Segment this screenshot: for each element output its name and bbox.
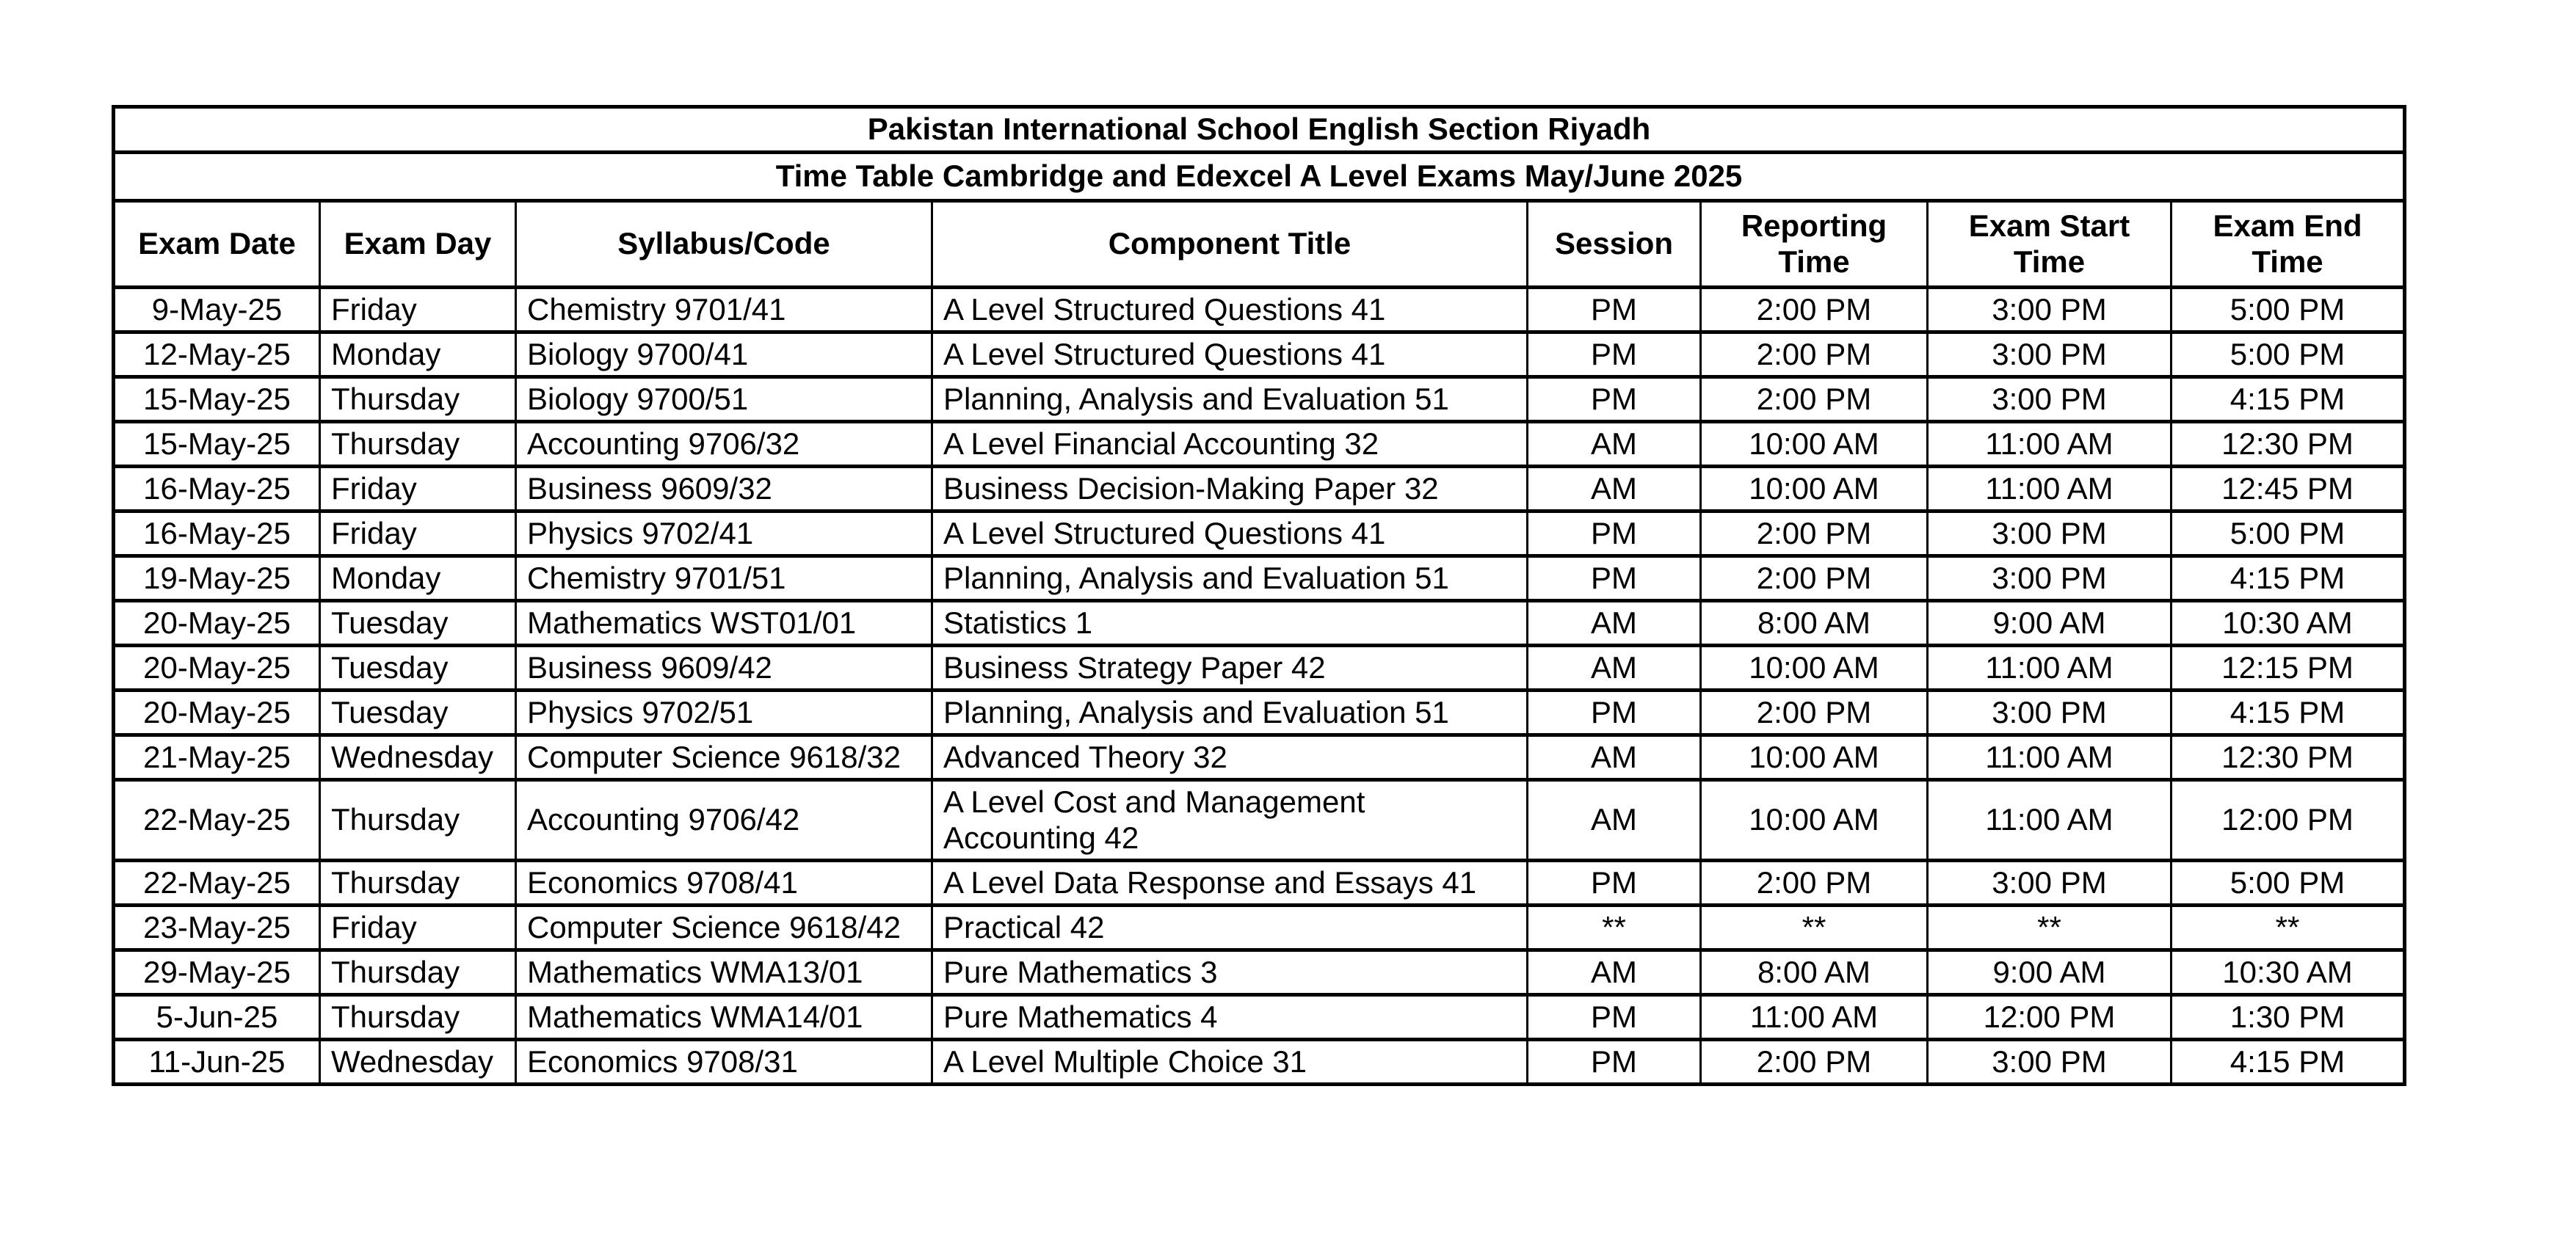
exam-end-time-cell: 10:30 AM xyxy=(2172,601,2405,646)
syllabus-code-cell: Biology 9700/41 xyxy=(516,332,932,377)
exam-start-time-cell: 3:00 PM xyxy=(1928,861,2172,906)
exam-end-time-cell: 4:15 PM xyxy=(2172,691,2405,735)
exam-end-time-cell: 4:15 PM xyxy=(2172,377,2405,422)
reporting-time-cell: 10:00 AM xyxy=(1701,467,1928,511)
exam-start-time-cell: 11:00 AM xyxy=(1928,780,2172,861)
exam-end-time-cell: 5:00 PM xyxy=(2172,332,2405,377)
component-title-cell: Business Strategy Paper 42 xyxy=(932,646,1528,691)
session-cell: PM xyxy=(1528,377,1701,422)
exam-start-time-cell: 3:00 PM xyxy=(1928,556,2172,601)
table-row xyxy=(114,861,2405,906)
exam-start-time-cell: ** xyxy=(1928,906,2172,950)
session-cell: ** xyxy=(1528,906,1701,950)
table-row xyxy=(114,1040,2405,1085)
syllabus-code-cell: Accounting 9706/32 xyxy=(516,422,932,467)
exam-date-cell: 12-May-25 xyxy=(114,332,320,377)
component-title-cell: A Level Cost and Management Accounting 42 xyxy=(932,780,1528,861)
exam-date-cell: 15-May-25 xyxy=(114,377,320,422)
reporting-time-cell: 11:00 AM xyxy=(1701,995,1928,1040)
exam-end-time-cell: ** xyxy=(2172,906,2405,950)
reporting-time-cell: ** xyxy=(1701,906,1928,950)
exam-day-cell: Tuesday xyxy=(320,646,516,691)
timetable-subtitle: Time Table Cambridge and Edexcel A Level Exams May/June 2025 xyxy=(114,153,2405,201)
exam-day-cell: Tuesday xyxy=(320,601,516,646)
syllabus-code-cell: Physics 9702/51 xyxy=(516,691,932,735)
exam-day-cell: Monday xyxy=(320,556,516,601)
reporting-time-cell: 10:00 AM xyxy=(1701,646,1928,691)
title-row xyxy=(114,107,2405,153)
exam-day-cell: Thursday xyxy=(320,377,516,422)
syllabus-code-cell: Economics 9708/41 xyxy=(516,861,932,906)
session-cell: PM xyxy=(1528,511,1701,556)
exam-day-cell: Tuesday xyxy=(320,691,516,735)
reporting-time-cell: 10:00 AM xyxy=(1701,422,1928,467)
reporting-time-cell: 2:00 PM xyxy=(1701,861,1928,906)
timetable-body xyxy=(114,288,2405,1085)
component-title-cell: Pure Mathematics 4 xyxy=(932,995,1528,1040)
exam-start-time-cell: 3:00 PM xyxy=(1928,332,2172,377)
table-row xyxy=(114,556,2405,601)
table-row xyxy=(114,288,2405,332)
exam-end-time-cell: 5:00 PM xyxy=(2172,511,2405,556)
exam-date-cell: 29-May-25 xyxy=(114,950,320,995)
session-cell: PM xyxy=(1528,1040,1701,1085)
exam-start-time-cell: 11:00 AM xyxy=(1928,422,2172,467)
component-title-cell: A Level Financial Accounting 32 xyxy=(932,422,1528,467)
table-row xyxy=(114,950,2405,995)
session-cell: PM xyxy=(1528,691,1701,735)
reporting-time-cell: 2:00 PM xyxy=(1701,511,1928,556)
exam-timetable-table xyxy=(112,105,2406,1086)
exam-date-cell: 16-May-25 xyxy=(114,511,320,556)
component-title-cell: A Level Structured Questions 41 xyxy=(932,332,1528,377)
session-cell: AM xyxy=(1528,646,1701,691)
session-cell: PM xyxy=(1528,861,1701,906)
table-row xyxy=(114,332,2405,377)
exam-date-cell: 22-May-25 xyxy=(114,861,320,906)
header-syllabus-code: Syllabus/Code xyxy=(516,201,932,288)
session-cell: AM xyxy=(1528,422,1701,467)
table-row xyxy=(114,511,2405,556)
component-title-cell: A Level Structured Questions 41 xyxy=(932,288,1528,332)
exam-start-time-cell: 3:00 PM xyxy=(1928,1040,2172,1085)
reporting-time-cell: 2:00 PM xyxy=(1701,377,1928,422)
exam-day-cell: Friday xyxy=(320,511,516,556)
exam-day-cell: Thursday xyxy=(320,780,516,861)
header-exam-date: Exam Date xyxy=(114,201,320,288)
subtitle-row xyxy=(114,153,2405,201)
exam-start-time-cell: 12:00 PM xyxy=(1928,995,2172,1040)
table-row xyxy=(114,467,2405,511)
reporting-time-cell: 10:00 AM xyxy=(1701,780,1928,861)
session-cell: AM xyxy=(1528,780,1701,861)
exam-end-time-cell: 12:30 PM xyxy=(2172,422,2405,467)
syllabus-code-cell: Economics 9708/31 xyxy=(516,1040,932,1085)
school-title: Pakistan International School English Section Riyadh xyxy=(114,107,2405,153)
reporting-time-cell: 8:00 AM xyxy=(1701,601,1928,646)
table-row xyxy=(114,601,2405,646)
exam-end-time-cell: 4:15 PM xyxy=(2172,556,2405,601)
exam-day-cell: Thursday xyxy=(320,861,516,906)
exam-date-cell: 20-May-25 xyxy=(114,601,320,646)
session-cell: PM xyxy=(1528,995,1701,1040)
exam-day-cell: Wednesday xyxy=(320,1040,516,1085)
exam-day-cell: Friday xyxy=(320,288,516,332)
session-cell: PM xyxy=(1528,332,1701,377)
table-row xyxy=(114,691,2405,735)
session-cell: AM xyxy=(1528,950,1701,995)
component-title-cell: Business Decision-Making Paper 32 xyxy=(932,467,1528,511)
syllabus-code-cell: Computer Science 9618/32 xyxy=(516,735,932,780)
exam-date-cell: 21-May-25 xyxy=(114,735,320,780)
component-title-cell: Planning, Analysis and Evaluation 51 xyxy=(932,556,1528,601)
syllabus-code-cell: Biology 9700/51 xyxy=(516,377,932,422)
exam-end-time-cell: 12:00 PM xyxy=(2172,780,2405,861)
session-cell: PM xyxy=(1528,556,1701,601)
component-title-cell: A Level Structured Questions 41 xyxy=(932,511,1528,556)
exam-end-time-cell: 4:15 PM xyxy=(2172,1040,2405,1085)
exam-end-time-cell: 12:45 PM xyxy=(2172,467,2405,511)
component-title-cell: A Level Data Response and Essays 41 xyxy=(932,861,1528,906)
session-cell: AM xyxy=(1528,467,1701,511)
header-component-title: Component Title xyxy=(932,201,1528,288)
syllabus-code-cell: Mathematics WMA14/01 xyxy=(516,995,932,1040)
exam-start-time-cell: 3:00 PM xyxy=(1928,377,2172,422)
column-header-row xyxy=(114,201,2405,288)
exam-date-cell: 20-May-25 xyxy=(114,646,320,691)
component-title-cell: A Level Multiple Choice 31 xyxy=(932,1040,1528,1085)
exam-date-cell: 23-May-25 xyxy=(114,906,320,950)
exam-day-cell: Thursday xyxy=(320,422,516,467)
table-row xyxy=(114,735,2405,780)
exam-date-cell: 9-May-25 xyxy=(114,288,320,332)
reporting-time-cell: 2:00 PM xyxy=(1701,1040,1928,1085)
exam-start-time-cell: 11:00 AM xyxy=(1928,467,2172,511)
exam-day-cell: Friday xyxy=(320,906,516,950)
table-row xyxy=(114,646,2405,691)
component-title-cell: Statistics 1 xyxy=(932,601,1528,646)
exam-start-time-cell: 9:00 AM xyxy=(1928,601,2172,646)
exam-start-time-cell: 11:00 AM xyxy=(1928,735,2172,780)
syllabus-code-cell: Chemistry 9701/51 xyxy=(516,556,932,601)
exam-date-cell: 19-May-25 xyxy=(114,556,320,601)
syllabus-code-cell: Business 9609/42 xyxy=(516,646,932,691)
exam-day-cell: Monday xyxy=(320,332,516,377)
exam-date-cell: 22-May-25 xyxy=(114,780,320,861)
exam-date-cell: 5-Jun-25 xyxy=(114,995,320,1040)
syllabus-code-cell: Business 9609/32 xyxy=(516,467,932,511)
exam-date-cell: 15-May-25 xyxy=(114,422,320,467)
table-row xyxy=(114,995,2405,1040)
header-exam-end-time: Exam End Time xyxy=(2172,201,2405,288)
syllabus-code-cell: Physics 9702/41 xyxy=(516,511,932,556)
syllabus-code-cell: Chemistry 9701/41 xyxy=(516,288,932,332)
exam-day-cell: Wednesday xyxy=(320,735,516,780)
reporting-time-cell: 2:00 PM xyxy=(1701,556,1928,601)
reporting-time-cell: 2:00 PM xyxy=(1701,691,1928,735)
component-title-cell: Advanced Theory 32 xyxy=(932,735,1528,780)
table-row xyxy=(114,906,2405,950)
reporting-time-cell: 2:00 PM xyxy=(1701,332,1928,377)
header-exam-day: Exam Day xyxy=(320,201,516,288)
reporting-time-cell: 10:00 AM xyxy=(1701,735,1928,780)
exam-start-time-cell: 11:00 AM xyxy=(1928,646,2172,691)
reporting-time-cell: 2:00 PM xyxy=(1701,288,1928,332)
exam-date-cell: 11-Jun-25 xyxy=(114,1040,320,1085)
exam-day-cell: Friday xyxy=(320,467,516,511)
exam-start-time-cell: 3:00 PM xyxy=(1928,288,2172,332)
exam-date-cell: 16-May-25 xyxy=(114,467,320,511)
table-row xyxy=(114,422,2405,467)
session-cell: AM xyxy=(1528,735,1701,780)
header-exam-start-time: Exam Start Time xyxy=(1928,201,2172,288)
reporting-time-cell: 8:00 AM xyxy=(1701,950,1928,995)
component-title-cell: Planning, Analysis and Evaluation 51 xyxy=(932,691,1528,735)
syllabus-code-cell: Accounting 9706/42 xyxy=(516,780,932,861)
table-row xyxy=(114,377,2405,422)
component-title-cell: Planning, Analysis and Evaluation 51 xyxy=(932,377,1528,422)
syllabus-code-cell: Mathematics WST01/01 xyxy=(516,601,932,646)
exam-end-time-cell: 10:30 AM xyxy=(2172,950,2405,995)
component-title-cell: Practical 42 xyxy=(932,906,1528,950)
component-title-cell: Pure Mathematics 3 xyxy=(932,950,1528,995)
exam-start-time-cell: 3:00 PM xyxy=(1928,511,2172,556)
timetable-sheet xyxy=(112,105,2406,1086)
session-cell: AM xyxy=(1528,601,1701,646)
session-cell: PM xyxy=(1528,288,1701,332)
exam-end-time-cell: 1:30 PM xyxy=(2172,995,2405,1040)
syllabus-code-cell: Mathematics WMA13/01 xyxy=(516,950,932,995)
header-session: Session xyxy=(1528,201,1701,288)
exam-day-cell: Thursday xyxy=(320,950,516,995)
exam-end-time-cell: 5:00 PM xyxy=(2172,861,2405,906)
table-row xyxy=(114,780,2405,861)
exam-start-time-cell: 3:00 PM xyxy=(1928,691,2172,735)
exam-end-time-cell: 12:15 PM xyxy=(2172,646,2405,691)
syllabus-code-cell: Computer Science 9618/42 xyxy=(516,906,932,950)
exam-date-cell: 20-May-25 xyxy=(114,691,320,735)
exam-day-cell: Thursday xyxy=(320,995,516,1040)
exam-start-time-cell: 9:00 AM xyxy=(1928,950,2172,995)
header-reporting-time: Reporting Time xyxy=(1701,201,1928,288)
exam-end-time-cell: 12:30 PM xyxy=(2172,735,2405,780)
exam-end-time-cell: 5:00 PM xyxy=(2172,288,2405,332)
